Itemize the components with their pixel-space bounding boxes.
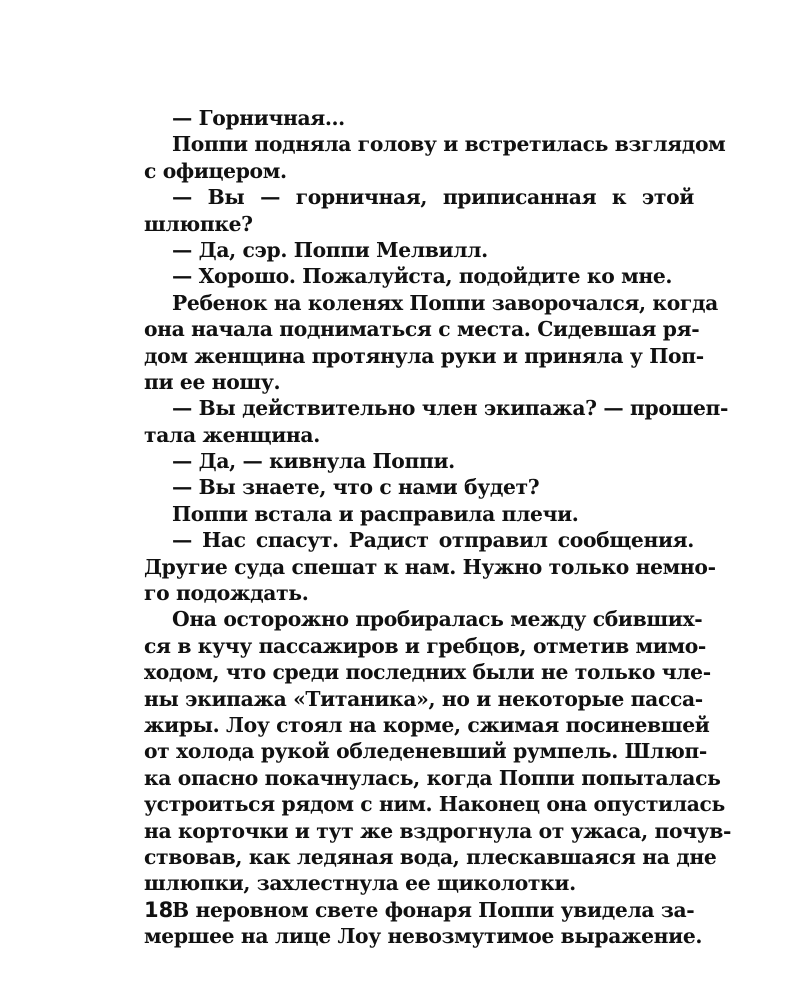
page-number: 18 (144, 898, 174, 922)
text-line: ся в кучу пассажиров и гребцов, отметив мимо- (144, 633, 706, 658)
text-line: ны экипажа «Титаника», но и некоторые пасса- (144, 686, 703, 711)
text-line: жиры. Лоу стоял на корме, сжимая посиневшей (144, 712, 710, 737)
text-line: — Горничная… (172, 106, 345, 130)
text-line: на корточки и тут же вздрогнула от ужаса, почув- (144, 818, 732, 843)
text-line: ка опасно покачнулась, когда Поппи попыталась (144, 765, 721, 790)
text-line: пи ее ношу. (144, 369, 281, 394)
text-line: ствовав, как ледяная вода, плескавшаяся на дне (144, 844, 717, 869)
text-line: с офицером. (144, 158, 287, 183)
text-line: Ребенок на коленях Поппи заворочался, когда (172, 290, 718, 315)
text-line: шлюпки, захлестнула ее щиколотки. (144, 871, 576, 896)
text-line: — Вы — горничная, приписанная к этой (172, 185, 694, 210)
text-line: — Да, сэр. Поппи Мелвилл. (172, 237, 488, 262)
text-line: тала женщина. (144, 422, 320, 447)
text-line: Другие суда спешат к нам. Нужно только немно- (144, 554, 716, 579)
text-line: Она осторожно пробиралась между сбивших- (172, 607, 703, 632)
text-line: — Да, — кивнула Поппи. (172, 449, 455, 474)
text-line: — Вы действительно член экипажа? — прошеп- (172, 396, 729, 421)
text-line: — Нас спасут. Радист отправил сообщения. (172, 528, 694, 553)
text-line: от холода рукой обледеневший румпель. Шлюп- (144, 739, 707, 764)
text-line: В неровном свете фонаря Поппи увидела за- (172, 897, 695, 922)
text-line: устроиться рядом с ним. Наконец она опустилась (144, 792, 725, 817)
text-line: го подождать. (144, 581, 309, 606)
text-line: дом женщина протянула руки и приняла у Поп- (144, 343, 704, 368)
text-line: мершее на лице Лоу невозмутимое выражение. (144, 924, 703, 949)
text-line: она начала подниматься с места. Сидевшая ря- (144, 317, 700, 342)
text-line: — Вы знаете, что с нами будет? (172, 475, 540, 500)
text-line: Поппи встала и расправила плечи. (172, 501, 579, 526)
text-line: — Хорошо. Пожалуйста, подойдите ко мне. (172, 264, 673, 289)
text-line: шлюпке? (144, 211, 253, 236)
body-text (144, 105, 732, 950)
text-line: ходом, что среди последних были не только чле- (144, 660, 711, 685)
text-line: Поппи подняла голову и встретилась взглядом (172, 132, 726, 157)
